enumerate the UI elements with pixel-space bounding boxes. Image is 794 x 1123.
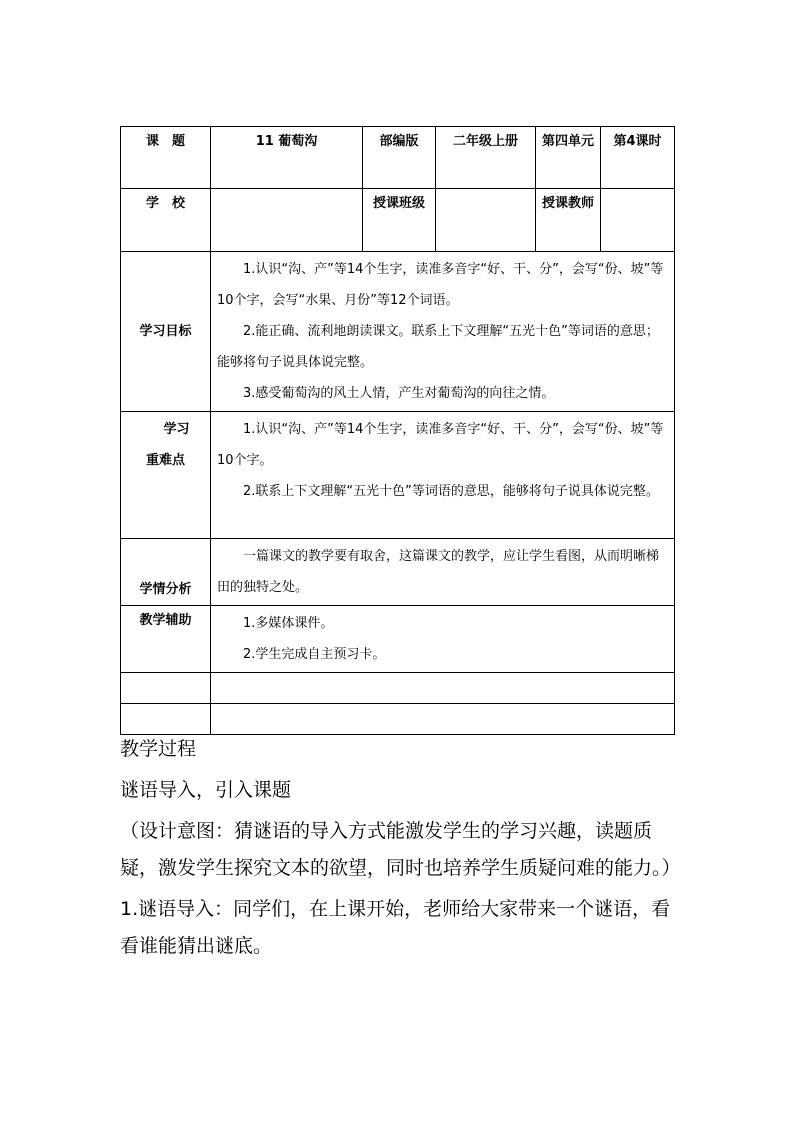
empty-row: [121, 673, 675, 704]
analysis-label: 学情分析: [121, 539, 211, 606]
section-title: 谜语导入，引入课题: [120, 779, 292, 801]
class-value: [436, 189, 536, 252]
key-point-item: 2.联系上下文理解“五光十色”等词语的意思，能够将句子说具体说完整。: [243, 484, 659, 499]
empty-cell: [211, 673, 675, 704]
empty-cell: [121, 704, 211, 735]
step-paragraph: 1.谜语导入：同学们，在上课开始，老师给大家带来一个谜语，看看谁能猜出谜底。: [120, 898, 671, 957]
empty-cell: [211, 704, 675, 735]
aid-item: 1.多媒体课件。: [243, 616, 334, 631]
key-points-label: [121, 412, 211, 539]
aids-content: [211, 606, 675, 673]
lesson-title: 11 葡萄沟: [211, 127, 363, 189]
analysis-content: [211, 539, 675, 606]
analysis-text: 一篇课文的教学要有取舍，这篇课文的教学，应让学生看图，从而明晰梯田的独特之处。: [217, 549, 660, 595]
school-value: [211, 189, 363, 252]
goals-label: 学习目标: [121, 252, 211, 412]
goals-row: [121, 252, 675, 412]
analysis-row: [121, 539, 675, 606]
class-label: 授课班级: [363, 189, 436, 252]
process-heading: 教学过程: [120, 738, 197, 760]
grade-cell: 二年级上册: [436, 127, 536, 189]
key-points-content: [211, 412, 675, 539]
teacher-label: 授课教师: [536, 189, 601, 252]
goal-item: 1.认识“沟、产”等14个生字，读准多音字“好、干、分”，会写“份、坡”等10个字，会写“水果、月份”等12个词语。: [217, 262, 664, 308]
empty-cell: [121, 673, 211, 704]
aids-row: [121, 606, 675, 673]
empty-row: [121, 704, 675, 735]
lesson-plan-table: [120, 126, 675, 735]
lesson-topic-label: 课 题: [121, 127, 211, 189]
school-label: 学 校: [121, 189, 211, 252]
aid-item: 2.学生完成自主预习卡。: [243, 647, 386, 662]
aids-label: 教学辅助: [121, 606, 211, 673]
teaching-process: [120, 731, 680, 965]
school-row: [121, 189, 675, 252]
key-points-row: [121, 412, 675, 539]
goal-item: 2.能正确、流利地朗读课文。联系上下文理解“五光十色”等词语的意思；能够将句子说具体说完整。: [217, 324, 659, 370]
key-point-item: 1.认识“沟、产”等14个生字，读准多音字“好、干、分”，会写“份、坡”等10个字。: [217, 422, 664, 468]
goals-content: [211, 252, 675, 412]
goal-item: 3.感受葡萄沟的风土人情，产生对葡萄沟的向往之情。: [243, 386, 555, 401]
design-intent-paragraph: （设计意图：猜谜语的导入方式能激发学生的学习兴趣，读题质疑，激发学生探究文本的欲望，同时也培养学生质疑问难的能力。）: [120, 820, 681, 879]
unit-cell: 第四单元: [536, 127, 601, 189]
edition-cell: 部编版: [363, 127, 436, 189]
header-row: [121, 127, 675, 189]
key-points-label-line2: 重难点: [145, 453, 185, 468]
lesson-number-cell: 第4课时: [601, 127, 675, 189]
teacher-value: [601, 189, 675, 252]
key-points-label-line1: 学习: [163, 422, 190, 437]
